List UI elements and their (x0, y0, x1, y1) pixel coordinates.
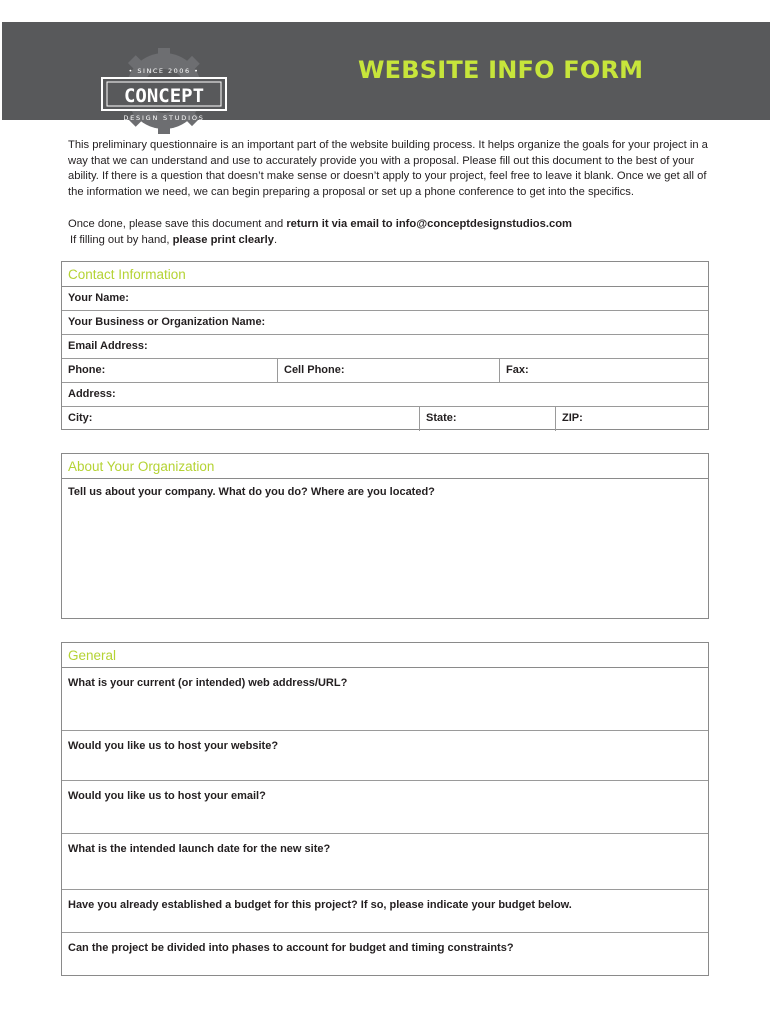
question-label: Can the project be divided into phases to account for budget and timing constraints? (68, 942, 514, 954)
state-field[interactable] (420, 407, 556, 431)
phone-row (62, 359, 708, 383)
intro-text (68, 138, 708, 214)
address-row (62, 383, 708, 407)
question-label: Have you already established a budget for this project? If so, please indicate your budget below. (68, 899, 572, 911)
phases-question-field[interactable] (62, 933, 708, 975)
host-website-question-field[interactable] (62, 731, 708, 781)
form-title: WEBSITE INFO FORM (358, 56, 644, 84)
zip-field[interactable] (556, 407, 708, 431)
about-question-field[interactable] (62, 479, 708, 618)
print-instructions (70, 232, 710, 248)
contact-section (61, 261, 709, 430)
business-label: Your Business or Organization Name: (68, 316, 266, 328)
print-suffix: . (274, 234, 278, 246)
fax-label: Fax: (506, 364, 529, 376)
email-row (62, 335, 708, 359)
about-section (61, 453, 709, 619)
logo-tagline-bottom: DESIGN STUDIOS (123, 114, 205, 122)
address-field[interactable] (62, 383, 708, 406)
address-label: Address: (68, 388, 116, 400)
print-prefix: If filling out by hand, (70, 234, 173, 246)
email-label: Email Address: (68, 340, 148, 352)
url-question-field[interactable] (62, 668, 708, 731)
question-label: What is your current (or intended) web address/URL? (68, 677, 348, 689)
phone-label: Phone: (68, 364, 106, 376)
state-label: State: (426, 412, 457, 424)
question-label: Would you like us to host your email? (68, 790, 266, 802)
name-row (62, 287, 708, 311)
city-row (62, 407, 708, 431)
question-label: Would you like us to host your website? (68, 740, 279, 752)
zip-label: ZIP: (562, 412, 583, 424)
return-prefix: Once done, please save this document and (68, 218, 287, 230)
launch-date-question-field[interactable] (62, 834, 708, 890)
about-section-title: About Your Organization (62, 454, 708, 479)
return-email-text: return it via email to info@conceptdesignstudios.com (286, 218, 572, 230)
logo-tagline-top: • SINCE 2006 • (128, 67, 200, 75)
fax-field[interactable] (500, 359, 708, 382)
cell-phone-label: Cell Phone: (284, 364, 345, 376)
intro-paragraph: This preliminary questionnaire is an important part of the website building process. It helps organize the goals for your project in a way that we can understand and use to accurately provide you with a proposal. Please fill out this document to the best of your ability. If there is a question that doesn’t make sense or doesn’t apply to your project, feel free to leave it blank. Once we get all of the information we need, we can begin preparing a proposal or set up a phone conference to get into the specifics. (68, 139, 708, 198)
concept-logo (90, 48, 238, 134)
business-row (62, 311, 708, 335)
return-instructions (68, 216, 708, 232)
general-section (61, 642, 709, 976)
about-question: Tell us about your company. What do you do? Where are you located? (68, 486, 435, 498)
logo-name: CONCEPT (123, 85, 205, 107)
question-label: What is the intended launch date for the new site? (68, 843, 331, 855)
print-bold: please print clearly (172, 234, 274, 246)
contact-section-title: Contact Information (62, 262, 708, 287)
cell-phone-field[interactable] (278, 359, 500, 382)
name-label: Your Name: (68, 292, 129, 304)
city-label: City: (68, 412, 93, 424)
email-field[interactable] (62, 335, 708, 358)
city-field[interactable] (62, 407, 420, 431)
header-banner (2, 22, 770, 120)
business-field[interactable] (62, 311, 708, 334)
name-field[interactable] (62, 287, 708, 310)
general-section-title: General (62, 643, 708, 668)
phone-field[interactable] (62, 359, 278, 382)
budget-question-field[interactable] (62, 890, 708, 933)
host-email-question-field[interactable] (62, 781, 708, 834)
